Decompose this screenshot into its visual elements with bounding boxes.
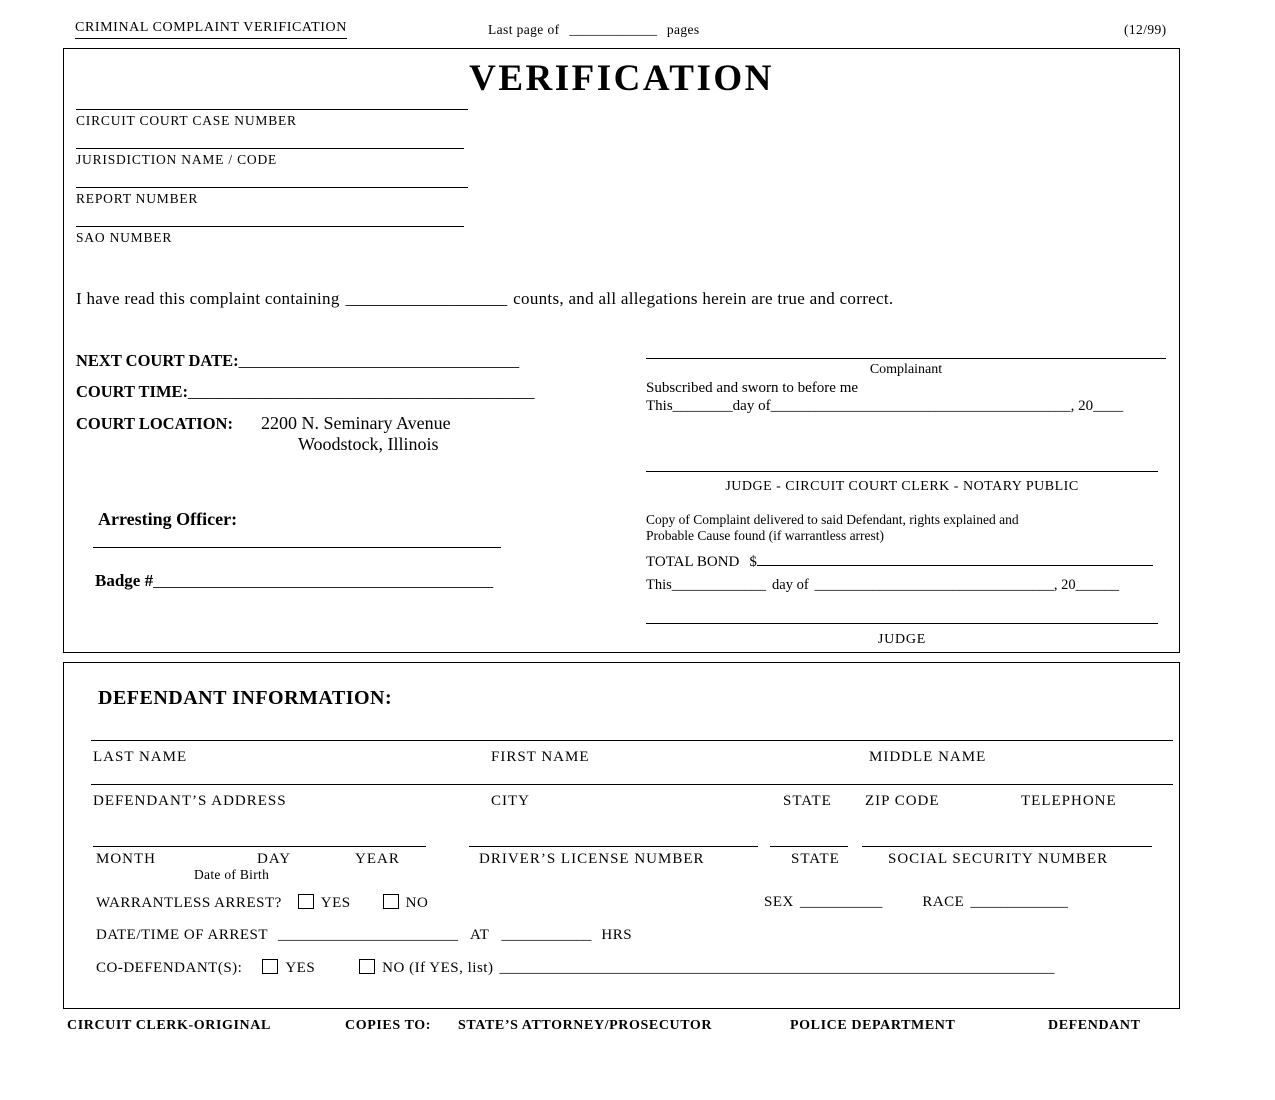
- arrest-time-field[interactable]: ____________: [501, 927, 592, 943]
- address-entry-line[interactable]: [91, 784, 1173, 785]
- dl-state-entry-line[interactable]: [770, 846, 848, 847]
- state-label: STATE: [783, 793, 832, 809]
- arresting-officer-label: Arresting Officer:: [98, 509, 238, 529]
- drivers-license-entry-line[interactable]: [469, 846, 758, 847]
- dl-state-label: STATE: [791, 851, 840, 867]
- arrest-datetime-field[interactable]: ________________________: [278, 927, 459, 943]
- judge-clerk-label: JUDGE - CIRCUIT COURT CLERK - NOTARY PUBLIC: [725, 479, 1079, 494]
- codefendant-label: CO-DEFENDANT(S):: [96, 960, 243, 976]
- arresting-officer-line[interactable]: [93, 547, 501, 548]
- sex-field[interactable]: ___________: [799, 894, 883, 910]
- day-label: DAY: [257, 851, 292, 867]
- judge-clerk-signature-line[interactable]: [646, 471, 1158, 472]
- sworn-this: This: [646, 398, 673, 414]
- form-revision: (12/99): [1124, 22, 1167, 37]
- circuit-court-case-number-label: CIRCUIT COURT CASE NUMBER: [76, 113, 297, 128]
- codefendant-yes-label: YES: [285, 960, 316, 976]
- drivers-license-label: DRIVER’S LICENSE NUMBER: [479, 851, 705, 867]
- counts-field[interactable]: ___________________: [345, 289, 508, 308]
- next-court-date-label: NEXT COURT DATE:: [76, 351, 239, 370]
- report-number-label: REPORT NUMBER: [76, 191, 199, 206]
- complainant-signature-line[interactable]: [646, 358, 1166, 359]
- badge-field[interactable]: ________________________________________: [153, 571, 494, 590]
- arrest-at-label: AT: [470, 927, 490, 943]
- sex-race-row: [764, 894, 1068, 911]
- next-court-date-field[interactable]: __________________________________: [238, 351, 520, 370]
- bond-month-field[interactable]: _________________________________: [814, 577, 1054, 593]
- bond-day-field[interactable]: _____________: [671, 577, 767, 593]
- sworn-date-row: [646, 398, 1123, 415]
- court-time-field[interactable]: __________________________________________: [188, 382, 535, 401]
- badge-row: [95, 571, 493, 591]
- statement-post: counts, and all allegations herein are true and correct.: [513, 289, 894, 308]
- warrantless-no-checkbox[interactable]: [383, 894, 399, 909]
- last-page-of-row: [488, 22, 700, 38]
- last-page-suffix: pages: [666, 22, 700, 37]
- name-entry-line[interactable]: [91, 740, 1173, 741]
- bond-date-row: [646, 577, 1119, 594]
- court-location-row: [76, 413, 451, 434]
- statement-pre: I have read this complaint containing: [76, 289, 340, 308]
- month-label: MONTH: [96, 851, 156, 867]
- footer-copies-to: COPIES TO:: [345, 1018, 432, 1033]
- circuit-court-case-number-line[interactable]: [76, 109, 468, 110]
- report-number-field: [76, 187, 468, 207]
- race-field[interactable]: _____________: [970, 894, 1068, 910]
- next-court-date-row: [76, 351, 519, 371]
- complainant-label: Complainant: [869, 362, 943, 377]
- first-name-label: FIRST NAME: [491, 749, 590, 765]
- footer-defendant: DEFENDANT: [1048, 1018, 1141, 1033]
- codefendant-row: [96, 959, 1054, 977]
- bond-year-field[interactable]: ______: [1075, 577, 1120, 593]
- defendant-section: [63, 662, 1180, 1009]
- court-location-address: 2200 N. Seminary Avenue: [260, 413, 451, 433]
- court-location-label: COURT LOCATION:: [76, 414, 233, 433]
- zip-code-label: ZIP CODE: [865, 793, 940, 809]
- codefendant-no-label: NO (If YES, list): [382, 960, 494, 976]
- bond-day-of: day of: [772, 577, 809, 593]
- badge-label: Badge #: [95, 571, 154, 590]
- footer-states-attorney: STATE’S ATTORNEY/PROSECUTOR: [458, 1018, 713, 1033]
- copy-delivered-line1: Copy of Complaint delivered to said Defendant, rights explained and: [646, 512, 1019, 527]
- court-location-city: Woodstock, Illinois: [298, 434, 439, 454]
- court-time-label: COURT TIME:: [76, 382, 189, 401]
- arrest-datetime-label: DATE/TIME OF ARREST: [96, 927, 269, 943]
- arrest-hrs-label: HRS: [601, 927, 633, 943]
- jurisdiction-line[interactable]: [76, 148, 464, 149]
- report-number-line[interactable]: [76, 187, 468, 188]
- sao-number-field: [76, 226, 464, 246]
- sworn-day-field[interactable]: ________: [672, 398, 733, 414]
- sworn-year-field[interactable]: ____: [1093, 398, 1124, 414]
- middle-name-label: MIDDLE NAME: [869, 749, 987, 765]
- bond-year-prefix: , 20: [1053, 577, 1076, 593]
- address-label: DEFENDANT’S ADDRESS: [93, 793, 287, 809]
- footer-circuit-clerk: CIRCUIT CLERK-ORIGINAL: [67, 1018, 271, 1033]
- warrantless-yes-checkbox[interactable]: [298, 894, 314, 909]
- judge-signature-line[interactable]: [646, 623, 1158, 624]
- warrantless-label: WARRANTLESS ARREST?: [96, 895, 282, 911]
- date-of-birth-caption: Date of Birth: [194, 867, 270, 882]
- codefendant-no-checkbox[interactable]: [359, 959, 375, 974]
- arrest-datetime-row: [96, 927, 632, 944]
- total-bond-label: TOTAL BOND: [646, 554, 740, 570]
- defendant-title: DEFENDANT INFORMATION:: [98, 687, 393, 709]
- footer-police-department: POLICE DEPARTMENT: [790, 1018, 956, 1033]
- subscribed-text: Subscribed and sworn to before me: [646, 380, 859, 396]
- copy-delivered-line2: Probable Cause found (if warrantless arrest): [646, 528, 885, 543]
- telephone-label: TELEPHONE: [1021, 793, 1117, 809]
- codefendant-list-field[interactable]: __________________________________________________________________________: [499, 960, 1055, 976]
- city-label: CITY: [491, 793, 530, 809]
- verification-statement: [76, 289, 1156, 309]
- last-name-label: LAST NAME: [93, 749, 188, 765]
- form-name-header: CRIMINAL COMPLAINT VERIFICATION: [75, 20, 347, 39]
- court-time-row: [76, 382, 535, 402]
- codefendant-yes-checkbox[interactable]: [262, 959, 278, 974]
- ssn-entry-line[interactable]: [862, 846, 1152, 847]
- last-page-count-field[interactable]: _____________: [569, 22, 658, 37]
- year-label: YEAR: [355, 851, 400, 867]
- total-bond-currency: $: [749, 554, 757, 570]
- warrantless-no-label: NO: [405, 895, 429, 911]
- sworn-year-prefix: , 20: [1070, 398, 1094, 414]
- total-bond-field[interactable]: [757, 562, 1153, 566]
- page-header: [0, 20, 1275, 44]
- dob-entry-line[interactable]: [93, 846, 426, 847]
- sworn-day-of: day of: [732, 398, 771, 414]
- verification-section: [63, 48, 1180, 653]
- warrantless-yes-label: YES: [320, 895, 351, 911]
- jurisdiction-label: JURISDICTION NAME / CODE: [76, 152, 278, 167]
- judge-label: JUDGE: [877, 632, 927, 647]
- ssn-label: SOCIAL SECURITY NUMBER: [888, 851, 1109, 867]
- sworn-month-field[interactable]: ________________________________________: [770, 398, 1071, 414]
- last-page-prefix: Last page of: [488, 22, 560, 37]
- sao-number-label: SAO NUMBER: [76, 230, 173, 245]
- sao-number-line[interactable]: [76, 226, 464, 227]
- case-number-field: [76, 109, 468, 129]
- bond-this: This: [646, 577, 672, 593]
- race-label: RACE: [922, 894, 965, 910]
- warrantless-arrest-row: [96, 894, 428, 912]
- total-bond-row: [646, 554, 1153, 571]
- jurisdiction-field: [76, 148, 464, 168]
- sex-label: SEX: [764, 894, 794, 910]
- verification-title: VERIFICATION: [469, 58, 774, 99]
